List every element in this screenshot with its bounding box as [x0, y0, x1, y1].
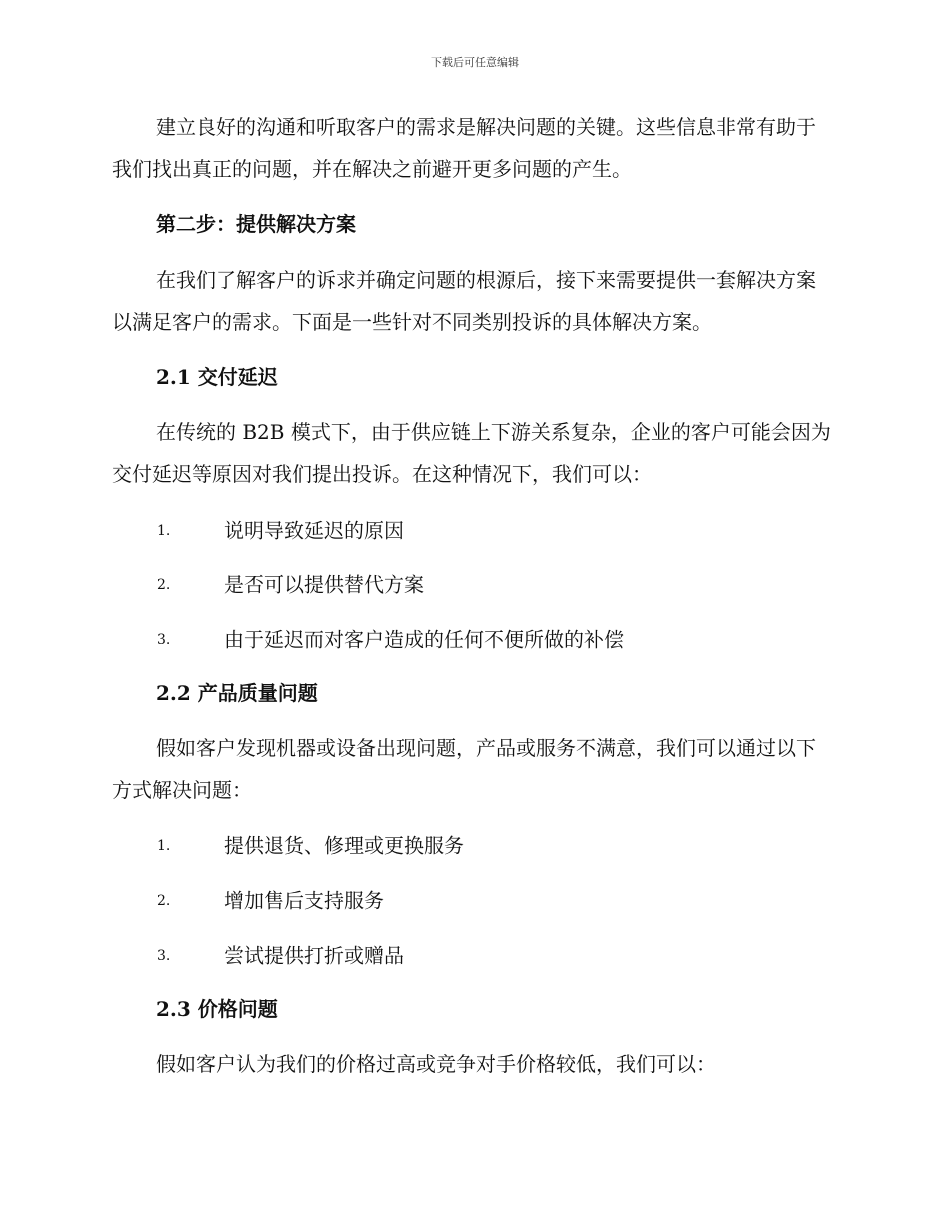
list-item: [157, 624, 624, 654]
list-item: [157, 885, 384, 915]
list-text: 说明导致延迟的原因: [224, 518, 404, 543]
list-number: 1.: [157, 837, 171, 854]
paragraph-solutions-intro: 在我们了解客户的诉求并确定问题的根源后，接下来需要提供一套解决方案以满足客户的需求。下面是一些针对不同类别投诉的具体解决方案。: [112, 268, 816, 334]
list-text: 提供退货、修理或更换服务: [224, 833, 464, 858]
list-number: 2.: [157, 576, 171, 593]
list-number: 2.: [157, 892, 171, 909]
list-item: [157, 940, 404, 970]
heading-delivery-delay: 2.1 交付延迟: [156, 365, 278, 389]
paragraph-communication: 建立良好的沟通和听取客户的需求是解决问题的关键。这些信息非常有助于我们找出真正的问题，并在解决之前避开更多问题的产生。: [112, 115, 816, 181]
heading-product-quality: 2.2 产品质量问题: [156, 681, 318, 705]
heading-price-issue: 2.3 价格问题: [156, 997, 278, 1021]
list-item: [157, 569, 424, 599]
list-text: 由于延迟而对客户造成的任何不便所做的补偿: [224, 627, 624, 652]
heading-step-two: 第二步：提供解决方案: [156, 212, 356, 236]
list-number: 3.: [157, 631, 171, 648]
list-text: 尝试提供打折或赠品: [224, 943, 404, 968]
paragraph-delivery-delay: 在传统的 B2B 模式下，由于供应链上下游关系复杂，企业的客户可能会因为交付延迟等原因对我们提出投诉。在这种情况下，我们可以：: [112, 420, 831, 486]
list-text: 是否可以提供替代方案: [224, 572, 424, 597]
page-header: 下载后可任意编辑: [431, 56, 519, 69]
list-item: [157, 830, 464, 860]
list-item: [157, 515, 404, 545]
list-number: 3.: [157, 947, 171, 964]
paragraph-price-issue: 假如客户认为我们的价格过高或竞争对手价格较低，我们可以：: [156, 1052, 716, 1076]
paragraph-product-quality: 假如客户发现机器或设备出现问题，产品或服务不满意，我们可以通过以下方式解决问题：: [112, 736, 816, 802]
list-text: 增加售后支持服务: [224, 888, 384, 913]
list-number: 1.: [157, 522, 171, 539]
